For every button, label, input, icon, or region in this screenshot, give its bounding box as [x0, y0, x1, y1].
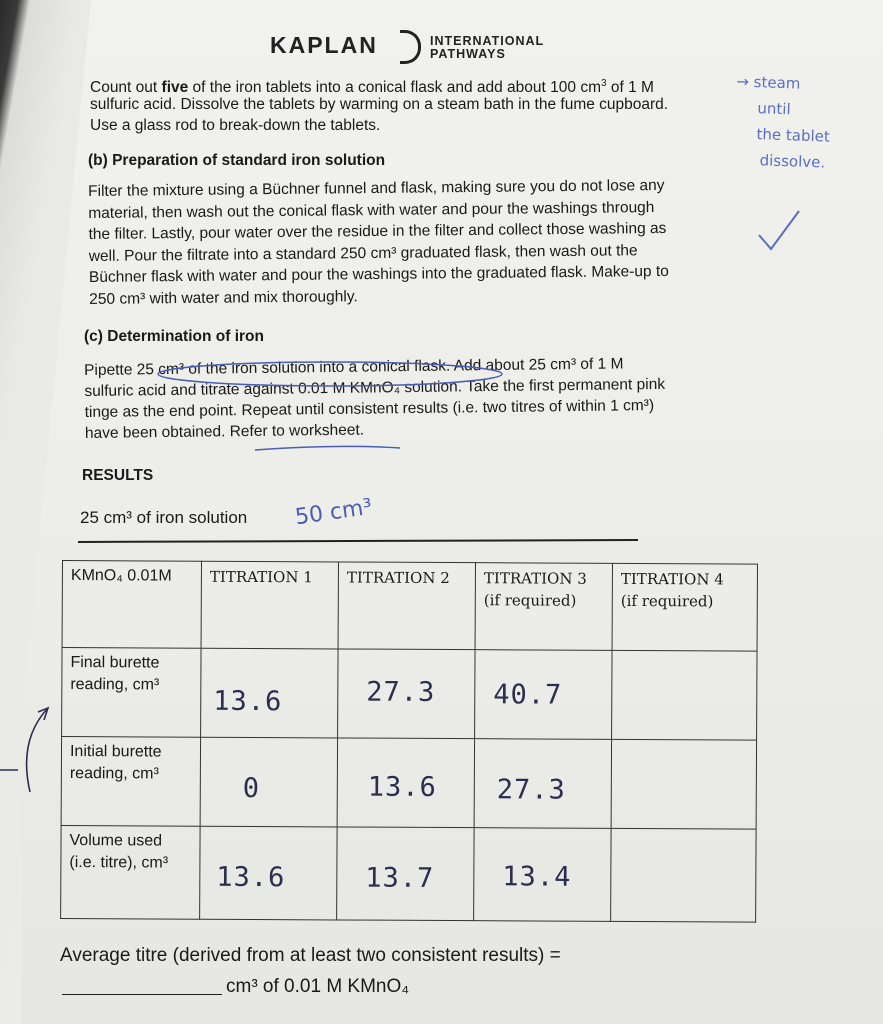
checkmark-icon [755, 205, 805, 255]
header-cell: TITRATION 1 [201, 561, 338, 649]
table-cell [612, 650, 757, 740]
row-label: Final burette reading, cm³ [62, 648, 201, 738]
logo-tagline: INTERNATIONAL PATHWAYS [430, 34, 545, 61]
average-blank-line [62, 994, 222, 995]
intro-line-2: sulfuric acid. Dissolve the tablets by warming on a steam bath in the fume cupboard. [90, 96, 669, 113]
kaplan-logo: KAPLAN [270, 32, 378, 58]
table-cell [611, 739, 756, 829]
pen-annotations [140, 358, 520, 458]
table-cell: 13.6 [201, 648, 338, 738]
intro-line-3: Use a glass rod to break-down the tablets. [90, 117, 381, 134]
row-label: Initial burette reading, cm³ [61, 737, 200, 827]
header-cell: KMnO₄ 0.01M [62, 561, 201, 649]
margin-handwritten-note: → steam until the tablet dissolve. [736, 72, 831, 172]
row-label: Volume used (i.e. titre), cm³ [61, 825, 200, 919]
table-cell: 40.7 [475, 650, 612, 740]
results-heading: RESULTS [82, 467, 154, 484]
header-cell: TITRATION 4 (if required) [612, 563, 757, 651]
bracket-arrow-annotation [0, 700, 70, 800]
intro-line-1: Count out five of the iron tablets into a conical flask and add about 100 $cm^3$ of 1 M [90, 78, 654, 97]
table-cell: 13.7 [337, 827, 474, 921]
header-cell: TITRATION 2 [338, 562, 475, 650]
header-cell: TITRATION 3 (if required) [475, 563, 612, 651]
table-cell: 27.3 [338, 649, 475, 739]
titration-results-table [60, 560, 758, 923]
section-c-heading: (c) Determination of iron [84, 328, 264, 345]
section-c-body: Pipette 25 cm³ of the iron solution into a conical flask. Add about 25 cm³ of 1 M sulfuric acid and titrate against 0.01 M KMnO₄ solution. Take the first permanent pink tinge as the end point. Repeat until consistent results (i.e. two titres of within 1 cm³) have been obtained. Refer to worksheet. [84, 355, 666, 442]
table-cell: 0 [200, 737, 337, 827]
average-titre-label: Average titre (derived from at least two consistent results) = [60, 945, 561, 966]
table-header-row [62, 561, 757, 652]
table-cell: 27.3 [474, 739, 611, 829]
table-row [62, 648, 757, 741]
section-b-heading: (b) Preparation of standard iron solution [88, 152, 386, 169]
table-cell [611, 828, 756, 922]
table-row [61, 825, 756, 922]
table-cell: 13.6 [200, 826, 337, 920]
sample-volume-label: 25 cm³ of iron solution [80, 508, 248, 527]
sample-volume-handwritten-note: 50 cm³ [293, 494, 374, 531]
section-b-body: Filter the mixture using a Büchner funnel and flask, making sure you do not lose any material, then wash out the conical flask with water and pour the washings through the filter. Lastly, pour water over the residue in the filter and collect those washing as well. Pour the filtrate into a standard 250 cm³ graduated flask, then wash out the Büchner flask with water and pour the washings into the graduated flask. Make-up to 250 cm³ with water and mix thoroughly. [88, 176, 669, 308]
table-row [61, 737, 756, 830]
average-units-label: cm³ of 0.01 M KMnO₄ [226, 976, 410, 997]
table-cell: 13.4 [474, 828, 611, 922]
table-cell: 13.6 [337, 738, 474, 828]
